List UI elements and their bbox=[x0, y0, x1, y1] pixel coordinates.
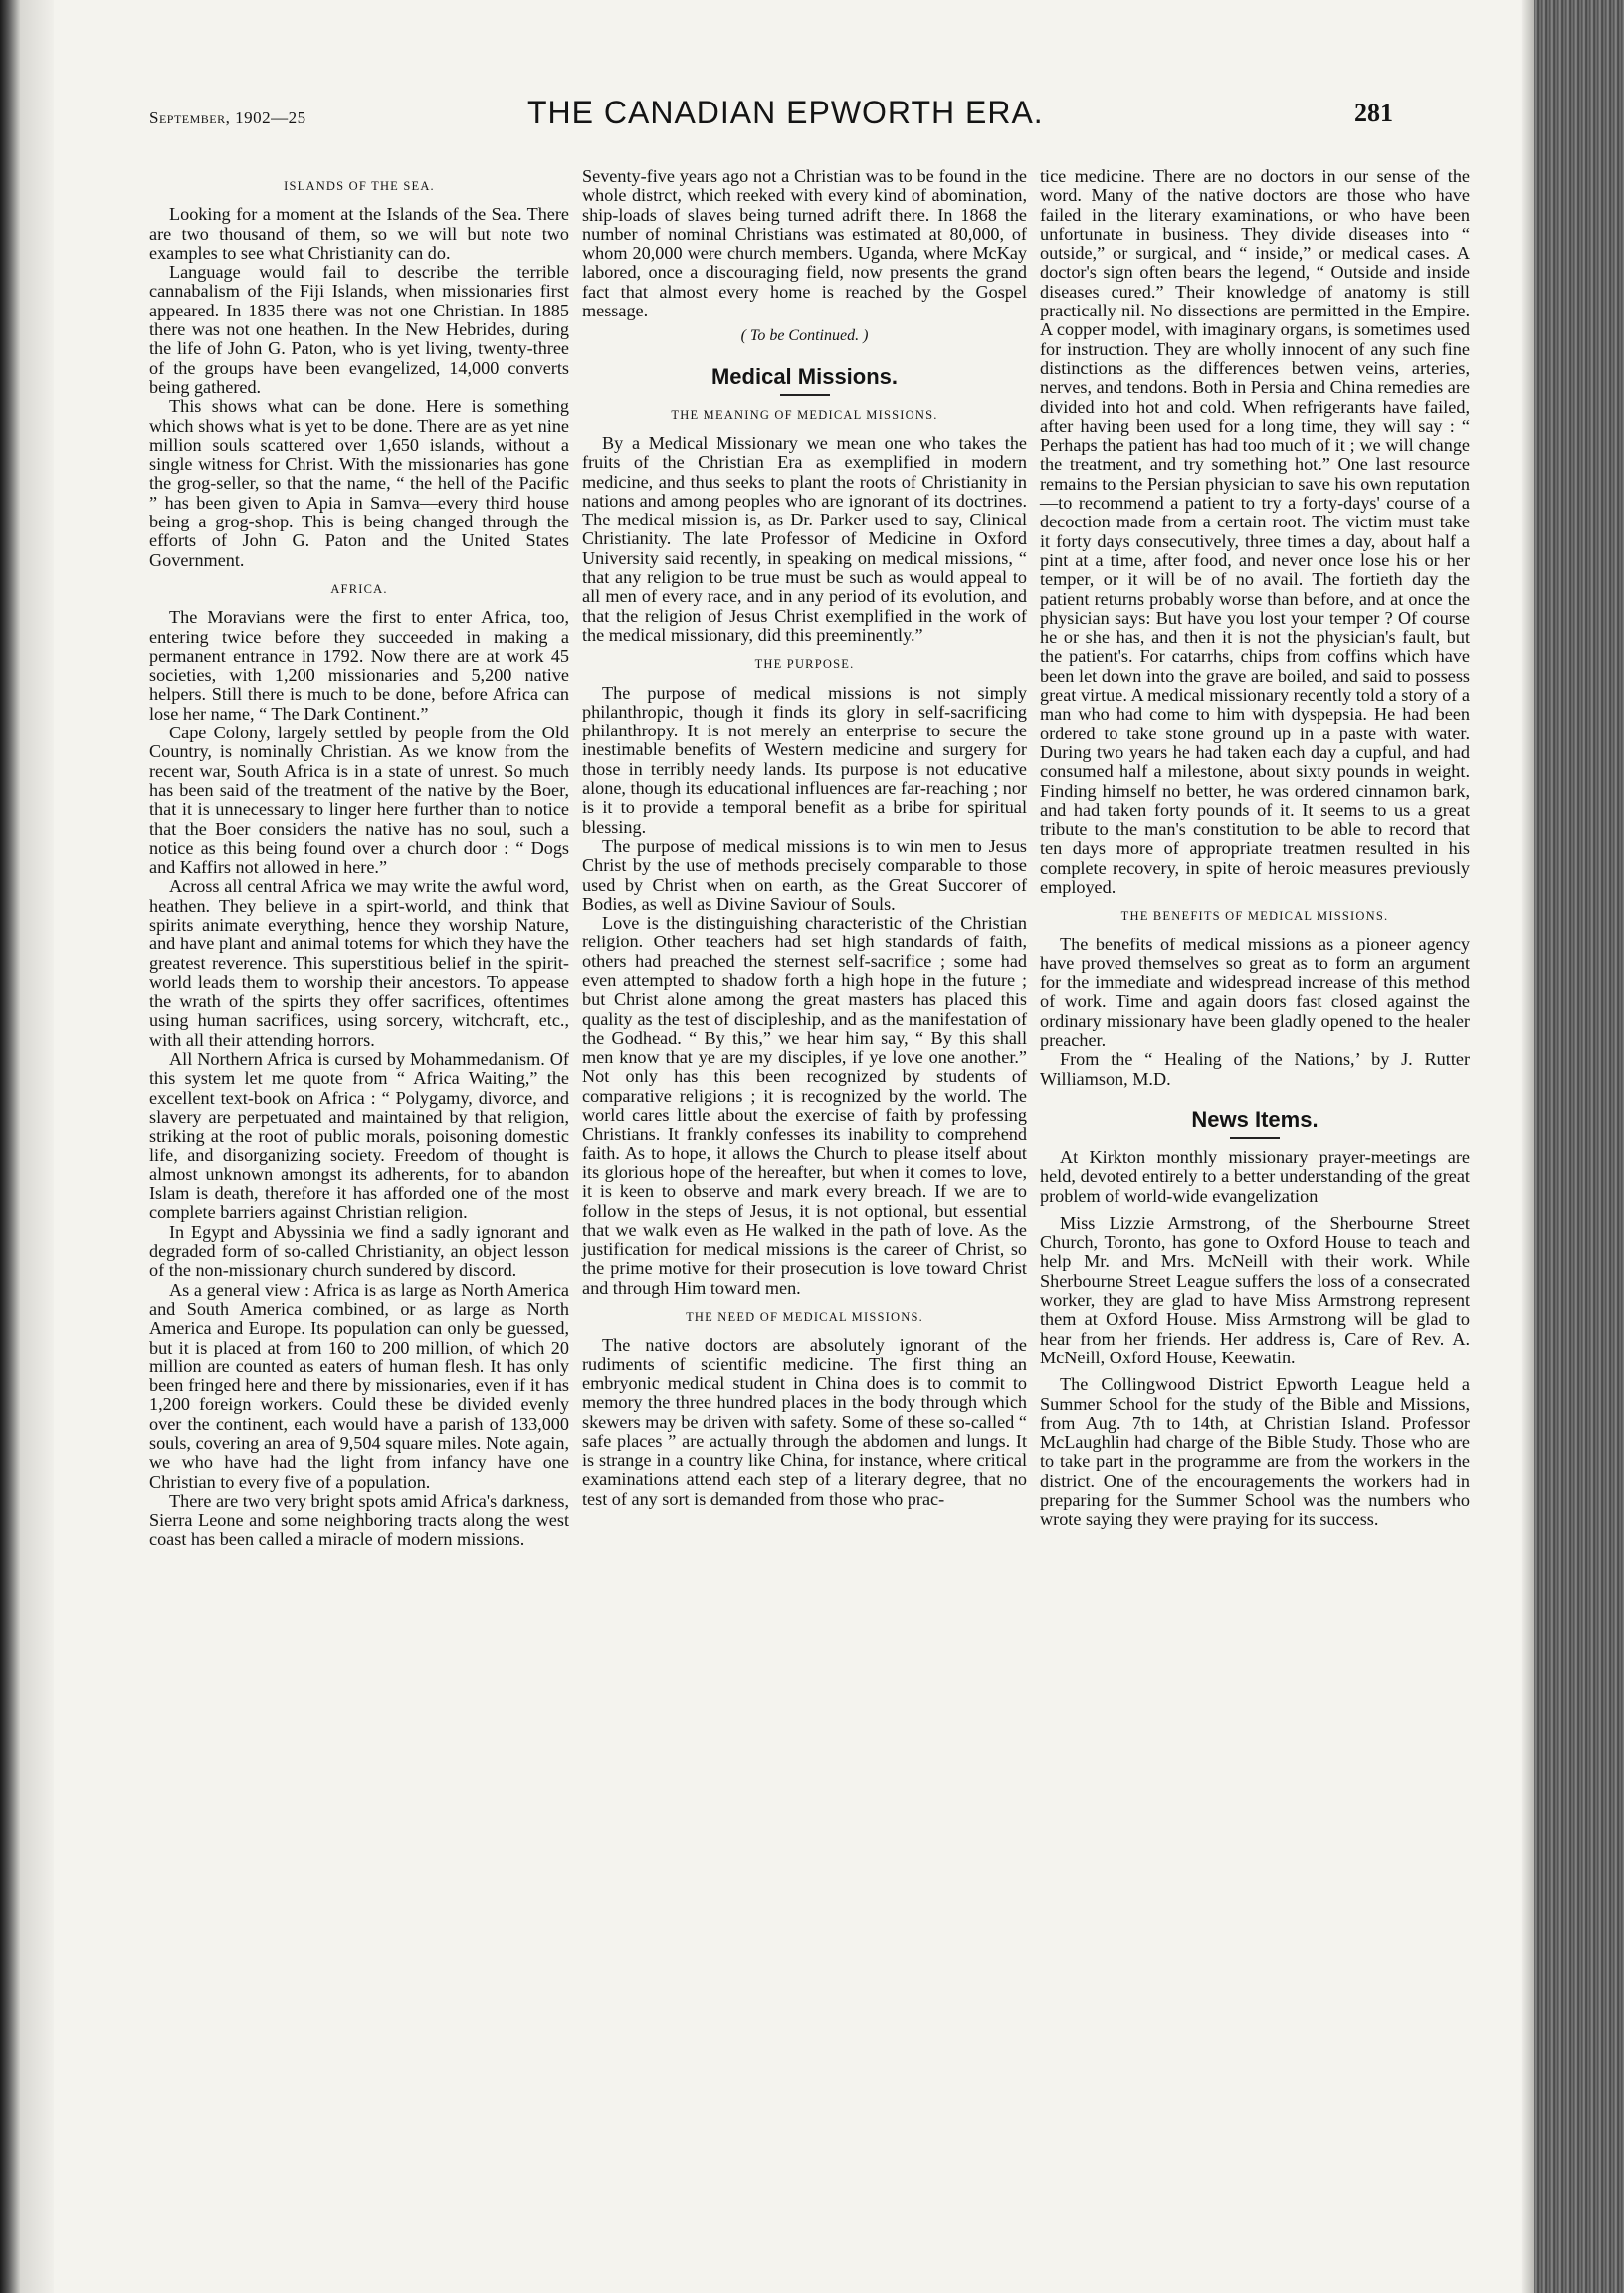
africa-heading: AFRICA. bbox=[330, 581, 388, 596]
book-page-stack bbox=[1534, 0, 1624, 2293]
purpose-paragraph: The purpose of medical missions is not simply philanthropic, though it finds its glory in self-sacrificing philanthropy. It is not merely an enterprise to secure the inestimable benefits of Western medicine and surgery for those in terribly needy lands. Its purpose is not educative alone, though its educational influences are far-reaching ; nor is it to provide a temporal benefit as a bribe for spiritual blessing. bbox=[582, 682, 1027, 837]
benefits-paragraph: The benefits of medical missions as a pioneer agency have proved themselves so great as to form an argument for the immediate and widespread increase of this method of work. Time and again doors fast closed against the ordinary missionary have been gladly opened to the healer preacher. bbox=[1040, 934, 1470, 1051]
africa-paragraph: In Egypt and Abyssinia we find a sadly ignorant and degraded form of so-called Christianity, an object lesson of the non-missionary church sundered by discord. bbox=[149, 1221, 569, 1281]
title-rule bbox=[780, 394, 830, 396]
africa-paragraph: The Moravians were the first to enter Africa, too, entering twice before they succeeded in making a permanent entrance in 1792. Now there are at work 45 societies, with 1,200 missionaries and 5,200 native helpers. Still there is much to be done, before Africa can lose her name, “ The Dark Continent.” bbox=[149, 607, 569, 724]
meaning-heading: THE MEANING OF MEDICAL MISSIONS. bbox=[671, 407, 938, 422]
column-2 bbox=[582, 167, 1027, 1509]
source-citation: From the “ Healing of the Nations,’ by J. Rutter Williamson, M.D. bbox=[1040, 1049, 1470, 1089]
scan-gutter bbox=[20, 0, 54, 2293]
page-header bbox=[149, 95, 1393, 144]
africa-paragraph: Across all central Africa we may write the awful word, heathen. They believe in a spirt-world, and think that spirits animate everything, hence they worship Nature, and have plant and animal totems for which they have the greatest reverence. This superstitious belief in the spirit-world leads them to worship their ancestors. To appease the wrath of the spirts they offer sacrifices, oftentimes using human sacrifices, using sorcery, witchcraft, etc., with all their attending horrors. bbox=[149, 876, 569, 1050]
africa-continuation-paragraph: Seventy-five years ago not a Christian was to be found in the whole distrct, which reeked with every kind of abomination, ship-loads of slaves being turned adrift there. In 1868 the number of nominal Christians was estimated at 80,000, of whom 20,000 were church members. Uganda, where McKay labored, once a discouraging field, now presents the grand fact that almost every home is reached by the Gospel message. bbox=[582, 166, 1027, 321]
islands-paragraph: Looking for a moment at the Islands of the Sea. There are two thousand of them, so we will but note two examples to see what Christianity can do. bbox=[149, 204, 569, 263]
news-items-title: News Items. bbox=[1191, 1106, 1319, 1132]
need-heading: THE NEED OF MEDICAL MISSIONS. bbox=[686, 1310, 923, 1325]
page-edge-shadow bbox=[1521, 0, 1534, 2293]
publication-title: THE CANADIAN EPWORTH ERA. bbox=[527, 95, 1044, 130]
news-paragraph: The Collingwood District Epworth League held a Summer School for the study of the Bible and Missions, from Aug. 7th to 14th, at Christian Island. Professor McLaughlin had charge of the Bible Study. Those who are to take part in the programme are from the workers in the district. One of the encouragements the workers had in preparing for the Summer School was the numbers who wrote saying they were praying for its success. bbox=[1040, 1374, 1470, 1530]
issue-date: September, 1902—25 bbox=[149, 108, 306, 127]
islands-heading: ISLANDS OF THE SEA. bbox=[284, 179, 435, 193]
africa-paragraph: As a general view : Africa is as large as North America and South America combined, or as large as North America and Europe. Its population can only be guessed, but it is placed at from 160 to 200 million, of which 20 million are counted as eaters of human flesh. It has only been fringed here and there by missionaries, even if it has 1,200 foreign workers. Could these be divided evenly over the continent, each would have a parish of 133,000 souls, covering an area of 9,504 square miles. Note again, we who have had the light from infancy have one Christian to every five of a population. bbox=[149, 1279, 569, 1492]
column-3 bbox=[1040, 167, 1470, 1530]
purpose-paragraph: Love is the distinguishing characteristic of the Christian religion. Other teachers had set high standards of faith, others had preached the sternest self-sacrifice ; some had even attempted to shadow forth a high hope in the future ; but Christ alone among the great masters has placed this quality as the test of discipleship, and as the manifestation of the Godhead. “ By this,” we hear him say, “ By this shall men know that ye are my disciples, if ye love one another.” Not only has this been recognized by students of comparative religions ; it is recognized by the world. The world cares little about the exercise of faith by professing Christians. It frankly confesses its inability to comprehend faith. As to hope, it allows the Church to please itself about its glorious hope of the hereafter, but when it comes to love, it is keen to observe and mark every breach. If we are to follow in the steps of Jesus, it is not optional, but essential that we walk even as He walked in the path of love. As the justification for medical missions is the career of Christ, so the prime motive for their prosecution is love toward Christ and through Him toward men. bbox=[582, 913, 1027, 1298]
page-number: 281 bbox=[1354, 99, 1393, 127]
africa-paragraph: There are two very bright spots amid Africa's darkness, Sierra Leone and some neighboring tracts along the west coast has been called a miracle of modern missions. bbox=[149, 1490, 569, 1550]
africa-paragraph: Cape Colony, largely settled by people from the Old Country, is nominally Christian. As we know from the recent war, South Africa is in a state of unrest. So much has been said of the treatment of the native by the Boer, that it is unnecessary to linger here further than to notice that the Boer considers the native has no soul, such a notice as this being found over a church door : “ Dogs and Kaffirs not allowed in here.” bbox=[149, 723, 569, 878]
need-continuation-paragraph: tice medicine. There are no doctors in our sense of the word. Many of the native doctors are those who have failed in the literary examinations, or who have been unfortunate in business. They divide diseases into “ outside,” or surgical, and “ inside,” or medical cases. A doctor's sign often bears the legend, “ Outside and inside diseases cured.” Their knowledge of anatomy is still practically nil. No dissections are permitted in the Empire. A copper model, with imaginary organs, is sometimes used for instruction. They are wholly innocent of any such fine distinctions as the differences betwen veins, arteries, nerves, and tendons. Both in Persia and China remedies are divided into hot and cold. When refrigerants have failed, after having been used for a long time, they will say : “ Perhaps the patient has had too much of it ; we will change the treatment, and try something hot.” One last resource remains to the Persian physician to save his own reputation—to recommend a patient to try a forty-days' course of a decoction made from a certain root. The victim must take it forty days consecutively, three times a day, about half a pint at a time, after food, and never once lose his or her temper, or it will be of no avail. The fortieth day the patient returns probably worse than before, and at once the physician says: But have you lost your temper ? Of course he or she has, and then it is not the physician's fault, but the patient's. For catarrhs, chips from coffins which have been let down into the grave are boiled, and said to possess great virtue. A medical missionary recently told a story of a man who had come to him with dyspepsia. He had been ordered to take stone ground up in a paste with water. During two years he had taken each day a cupful, and had consumed half a milestone, about sixty pounds in weight. Finding himself no better, he was ordered cinnamon bark, and had taken forty pounds of it. It seems to us a great tribute to the man's constitution to be able to record that ten days more of appropriate treatmen resulted in his complete recovery, in spite of heroic measures previously employed. bbox=[1040, 166, 1470, 897]
to-be-continued-note: ( To be Continued. ) bbox=[740, 327, 869, 345]
scan-binding-shadow bbox=[0, 0, 20, 2293]
news-paragraph: At Kirkton monthly missionary prayer-meetings are held, devoted entirely to a better understanding of the great problem of world-wide evangelization bbox=[1040, 1146, 1470, 1206]
need-paragraph: The native doctors are absolutely ignorant of the rudiments of scientific medicine. The first thing an embryonic medical student in China does is to commit to memory the three hundred places in the body through which skewers may be driven with safety. Some of these so-called “ safe places ” are actually through the abdomen and lungs. It is strange in a country like China, for instance, where critical examinations attend each step of a literary degree, that no test of any sort is demanded from those who prac- bbox=[582, 1335, 1027, 1509]
benefits-heading: THE BENEFITS OF MEDICAL MISSIONS. bbox=[1120, 909, 1389, 924]
purpose-heading: THE PURPOSE. bbox=[754, 657, 855, 672]
news-paragraph: Miss Lizzie Armstrong, of the Sherbourne Street Church, Toronto, has gone to Oxford House to teach and help Mr. and Mrs. McNeill with their work. While Sherbourne Street League suffers the loss of a consecrated worker, they are glad to have Miss Armstrong represent them at Oxford House. Miss Armstrong will be glad to hear from her friends. Her address is, Care of Rev. A. McNeill, Oxford House, Keewatin. bbox=[1040, 1212, 1470, 1367]
africa-paragraph: All Northern Africa is cursed by Mohammedanism. Of this system let me quote from “ Africa Waiting,” the excellent text-book on Africa : “ Polygamy, divorce, and slavery are perpetuated and maintained by that religion, striking at the root of public morals, poisoning domestic life, and disorganizing society. Freedom of thought is almost unknown amongst its adherents, for to abandon Islam is death, therefore it has afforded one of the most complete barriers against Christian religion. bbox=[149, 1049, 569, 1223]
purpose-paragraph: The purpose of medical missions is to win men to Jesus Christ by the use of methods precisely comparable to those used by Christ when on earth, as the Great Succorer of Bodies, as well as Divine Saviour of Souls. bbox=[582, 835, 1027, 914]
medical-missions-title: Medical Missions. bbox=[710, 363, 899, 389]
title-rule bbox=[1230, 1137, 1280, 1139]
islands-paragraph: This shows what can be done. Here is something which shows what is yet to be done. There are as yet nine million souls scattered over 1,650 islands, without a single witness for Christ. With the missionaries has gone the grog-seller, so that the name, “ the hell of the Pacific ” has been given to Apia in Samva—every third house being a grog-shop. This is being changed through the efforts of John G. Paton and the United States Government. bbox=[149, 396, 569, 570]
islands-paragraph: Language would fail to describe the terrible cannabalism of the Fiji Islands, when missionaries first appeared. In 1835 there was not one Christian. In 1885 there was not one heathen. In the New Hebrides, during the life of John G. Paton, who is yet living, twenty-three of the groups have been evangelized, 14,000 converts being gathered. bbox=[149, 262, 569, 397]
column-1 bbox=[149, 167, 569, 1550]
meaning-paragraph: By a Medical Missionary we mean one who takes the fruits of the Christian Era as exemplified in modern medicine, and thus seeks to plant the roots of Christianity in nations and among peoples who are ignorant of its doctrines. The medical mission is, as Dr. Parker used to say, Clinical Christianity. The late Professor of Medicine in Oxford University said recently, in speaking on medical missions, “ that any religion to be true must be such as would appeal to all men of every race, and in any period of its evolution, and that the religion of Jesus Christ exemplified in the work of the medical missionary, did this preeminently.” bbox=[582, 432, 1027, 645]
